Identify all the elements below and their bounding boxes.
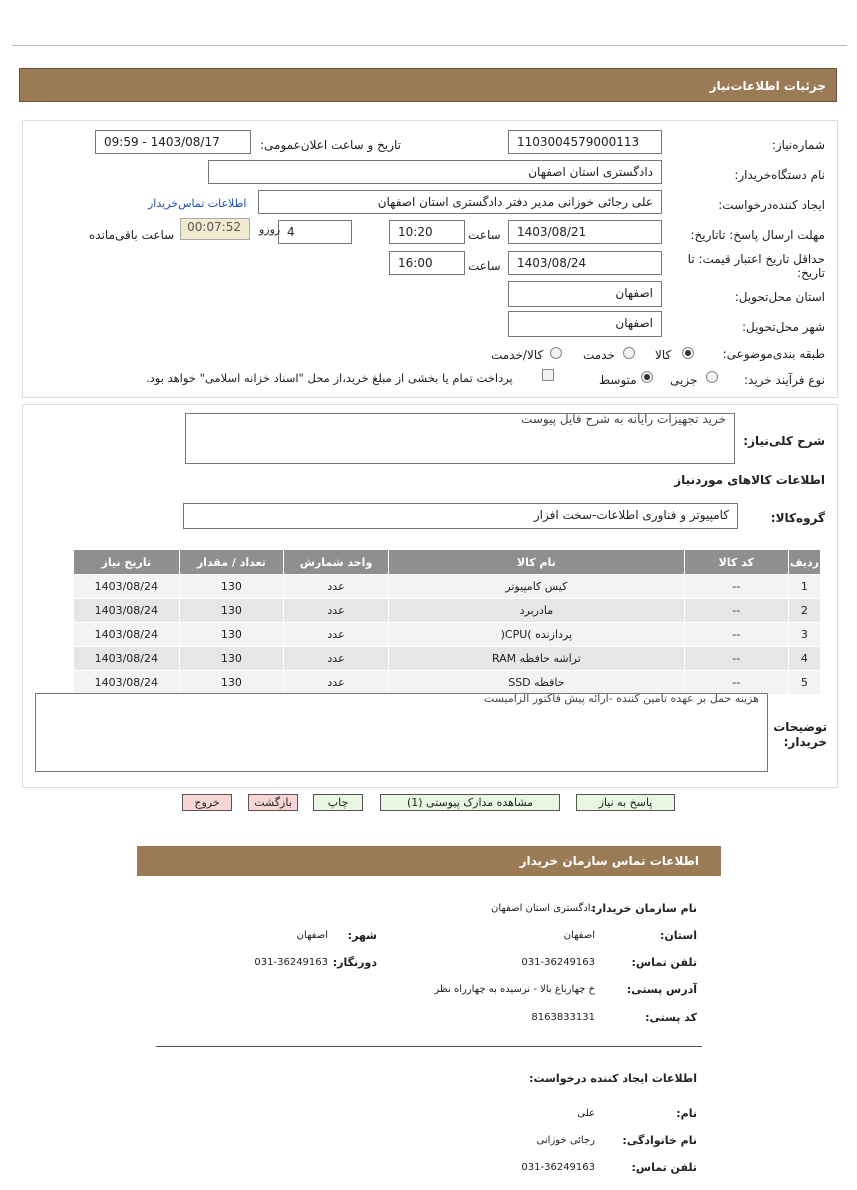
creator-family-value: رجائی خوزانی — [536, 1135, 595, 1146]
creator-name-value: علی — [577, 1108, 595, 1119]
cell-name: پردازنده )CPU( — [388, 623, 684, 647]
table-row — [74, 575, 821, 599]
delivery-city-label: شهر محل‌تحویل: — [741, 320, 825, 334]
cell-code: -- — [684, 575, 788, 599]
attachments-button[interactable]: مشاهده مدارک پیوستی (1) — [380, 794, 560, 811]
category-goods-label: کالا — [655, 348, 672, 362]
table-row — [74, 671, 821, 695]
cell-qty: 130 — [179, 599, 283, 623]
contact-fax-label: دورنگار: — [332, 956, 377, 969]
price-validity-label: حداقل تاریخ اعتبار قیمت: تا تاریخ: — [687, 252, 825, 280]
cell-code: -- — [684, 599, 788, 623]
announce-date-field: 1403/08/17 - 09:59 — [95, 130, 251, 154]
table-row — [74, 647, 821, 671]
col-name: نام کالا — [388, 550, 684, 575]
category-service-label: خدمت — [583, 348, 615, 362]
cell-row: 3 — [788, 623, 820, 647]
cell-qty: 130 — [179, 647, 283, 671]
cell-code: -- — [684, 647, 788, 671]
goods-table-header — [74, 550, 821, 575]
cell-unit: عدد — [284, 647, 389, 671]
buyer-notes-label: توضیحات خریدار: — [773, 720, 827, 749]
creator-phone-label: تلفن تماس: — [631, 1161, 697, 1174]
cell-unit: عدد — [284, 671, 389, 695]
days-label: روزو — [259, 223, 281, 236]
category-service-radio[interactable] — [623, 347, 635, 359]
cell-name: تراشه حافظه RAM — [388, 647, 684, 671]
table-row — [74, 599, 821, 623]
cell-qty: 130 — [179, 671, 283, 695]
cell-date: 1403/08/24 — [74, 599, 180, 623]
contact-city-label: شهر: — [347, 929, 377, 942]
col-date: تاریخ نیاز — [74, 550, 180, 575]
category-label: طبقه بندی‌موضوعی: — [722, 347, 825, 361]
deadline-date-field: 1403/08/21 — [508, 220, 662, 244]
cell-row: 1 — [788, 575, 820, 599]
cell-unit: عدد — [284, 623, 389, 647]
contact-postal-label: کد پستی: — [645, 1011, 697, 1024]
creator-label: ایجاد کننده‌درخواست: — [718, 198, 825, 212]
goods-table — [73, 549, 821, 695]
reply-button[interactable]: پاسخ به نیاز — [576, 794, 675, 811]
cell-row: 2 — [788, 599, 820, 623]
remaining-time-label: ساعت باقی‌مانده — [89, 228, 175, 242]
buyer-contact-link[interactable]: اطلاعات تماس‌خریدار — [148, 197, 247, 210]
cell-qty: 130 — [179, 575, 283, 599]
contact-postal-value: 8163833131 — [531, 1012, 595, 1023]
validity-date-field: 1403/08/24 — [508, 251, 662, 275]
cell-date: 1403/08/24 — [74, 575, 180, 599]
need-number-field: 1103004579000113 — [508, 130, 662, 154]
creator-field: علی رجائی خوزانی مدیر دفتر دادگستری استان اصفهان — [258, 190, 662, 214]
cell-name: کیس کامپیوتر — [388, 575, 684, 599]
table-row — [74, 623, 821, 647]
delivery-city-field: اصفهان — [508, 311, 662, 337]
need-number-label: شماره‌نیاز: — [771, 138, 825, 152]
col-unit: واحد شمارش — [284, 550, 389, 575]
contact-org-value: دادگستری استان اصفهان — [491, 903, 595, 914]
exit-button[interactable]: خروج — [182, 794, 232, 811]
category-goods-service-label: کالا/خدمت — [491, 348, 544, 362]
process-minor-label: جزیی — [670, 373, 698, 387]
buyer-contact-header: اطلاعات تماس سازمان خریدار — [137, 846, 721, 876]
process-minor-radio[interactable] — [706, 371, 718, 383]
back-button[interactable]: بازگشت — [248, 794, 298, 811]
treasury-payment-checkbox[interactable] — [542, 369, 554, 381]
deadline-label: مهلت ارسال پاسخ: تاتاریخ: — [690, 228, 825, 242]
summary-textarea: خرید تجهیزات رایانه به شرح فایل پیوست — [185, 413, 735, 464]
col-qty: تعداد / مقدار — [179, 550, 283, 575]
page-header: جزئیات اطلاعات‌نیاز — [19, 68, 837, 102]
cell-row: 4 — [788, 647, 820, 671]
cell-code: -- — [684, 623, 788, 647]
goods-info-title: اطلاعات کالاهای موردنیاز — [674, 473, 825, 487]
treasury-payment-note: پرداخت تمام یا بخشی از مبلغ خرید،از محل "اسناد خزانه اسلامی" خواهد بود. — [146, 371, 513, 385]
validity-time-field: 16:00 — [389, 251, 465, 275]
contact-province-value: اصفهان — [563, 930, 595, 941]
contact-city-value: اصفهان — [296, 930, 328, 941]
remaining-time-field: 00:07:52 — [180, 218, 250, 240]
deadline-time-field: 10:20 — [389, 220, 465, 244]
category-goods-radio[interactable] — [682, 347, 694, 359]
process-type-label: نوع فرآیند خرید: — [744, 373, 825, 387]
contact-address-label: آدرس پستی: — [626, 983, 697, 996]
buyer-org-field: دادگستری استان اصفهان — [208, 160, 662, 184]
creator-family-label: نام خانوادگی: — [622, 1134, 697, 1147]
delivery-province-label: استان محل‌تحویل: — [734, 290, 825, 304]
process-medium-radio[interactable] — [641, 371, 653, 383]
announce-date-label: تاریخ و ساعت اعلان‌عمومی: — [260, 138, 402, 152]
goods-group-label: گروه‌کالا: — [770, 511, 825, 525]
buyer-notes-textarea: هزینه حمل بر عهده تامین کننده -ارائه پیش فاکتور الزامیست — [35, 693, 768, 772]
buyer-org-label: نام دستگاه‌خریدار: — [734, 168, 825, 182]
col-code: کد کالا — [684, 550, 788, 575]
creator-info-title: اطلاعات ایجاد کننده درخواست: — [529, 1072, 697, 1085]
delivery-province-field: اصفهان — [508, 281, 662, 307]
cell-unit: عدد — [284, 575, 389, 599]
cell-code: -- — [684, 671, 788, 695]
print-button[interactable]: چاپ — [313, 794, 363, 811]
creator-name-label: نام: — [676, 1107, 697, 1120]
top-divider — [12, 45, 847, 46]
cell-row: 5 — [788, 671, 820, 695]
cell-name: مادربرد — [388, 599, 684, 623]
goods-group-field: کامپیوتر و فناوری اطلاعات-سخت افزار — [183, 503, 738, 529]
contact-fax-value: 031-36249163 — [254, 957, 328, 968]
col-row: ردیف — [788, 550, 820, 575]
process-medium-label: متوسط — [599, 373, 637, 387]
contact-address-value: خ چهارباغ بالا - نرسیده به چهارراه نظر — [434, 984, 595, 995]
summary-label: شرح کلی‌نیاز: — [743, 434, 825, 448]
days-field: 4 — [278, 220, 352, 244]
creator-phone-value: 031-36249163 — [521, 1162, 595, 1173]
contact-phone-label: تلفن تماس: — [631, 956, 697, 969]
contact-divider — [156, 1046, 702, 1047]
contact-province-label: استان: — [660, 929, 697, 942]
cell-name: حافظه SSD — [388, 671, 684, 695]
contact-phone-value: 031-36249163 — [521, 957, 595, 968]
cell-unit: عدد — [284, 599, 389, 623]
cell-date: 1403/08/24 — [74, 671, 180, 695]
contact-org-label: نام سازمان خریدار: — [591, 902, 697, 915]
category-goods-service-radio[interactable] — [550, 347, 562, 359]
cell-date: 1403/08/24 — [74, 647, 180, 671]
cell-qty: 130 — [179, 623, 283, 647]
cell-date: 1403/08/24 — [74, 623, 180, 647]
deadline-time-label: ساعت — [468, 228, 501, 242]
validity-time-label: ساعت — [468, 259, 501, 273]
